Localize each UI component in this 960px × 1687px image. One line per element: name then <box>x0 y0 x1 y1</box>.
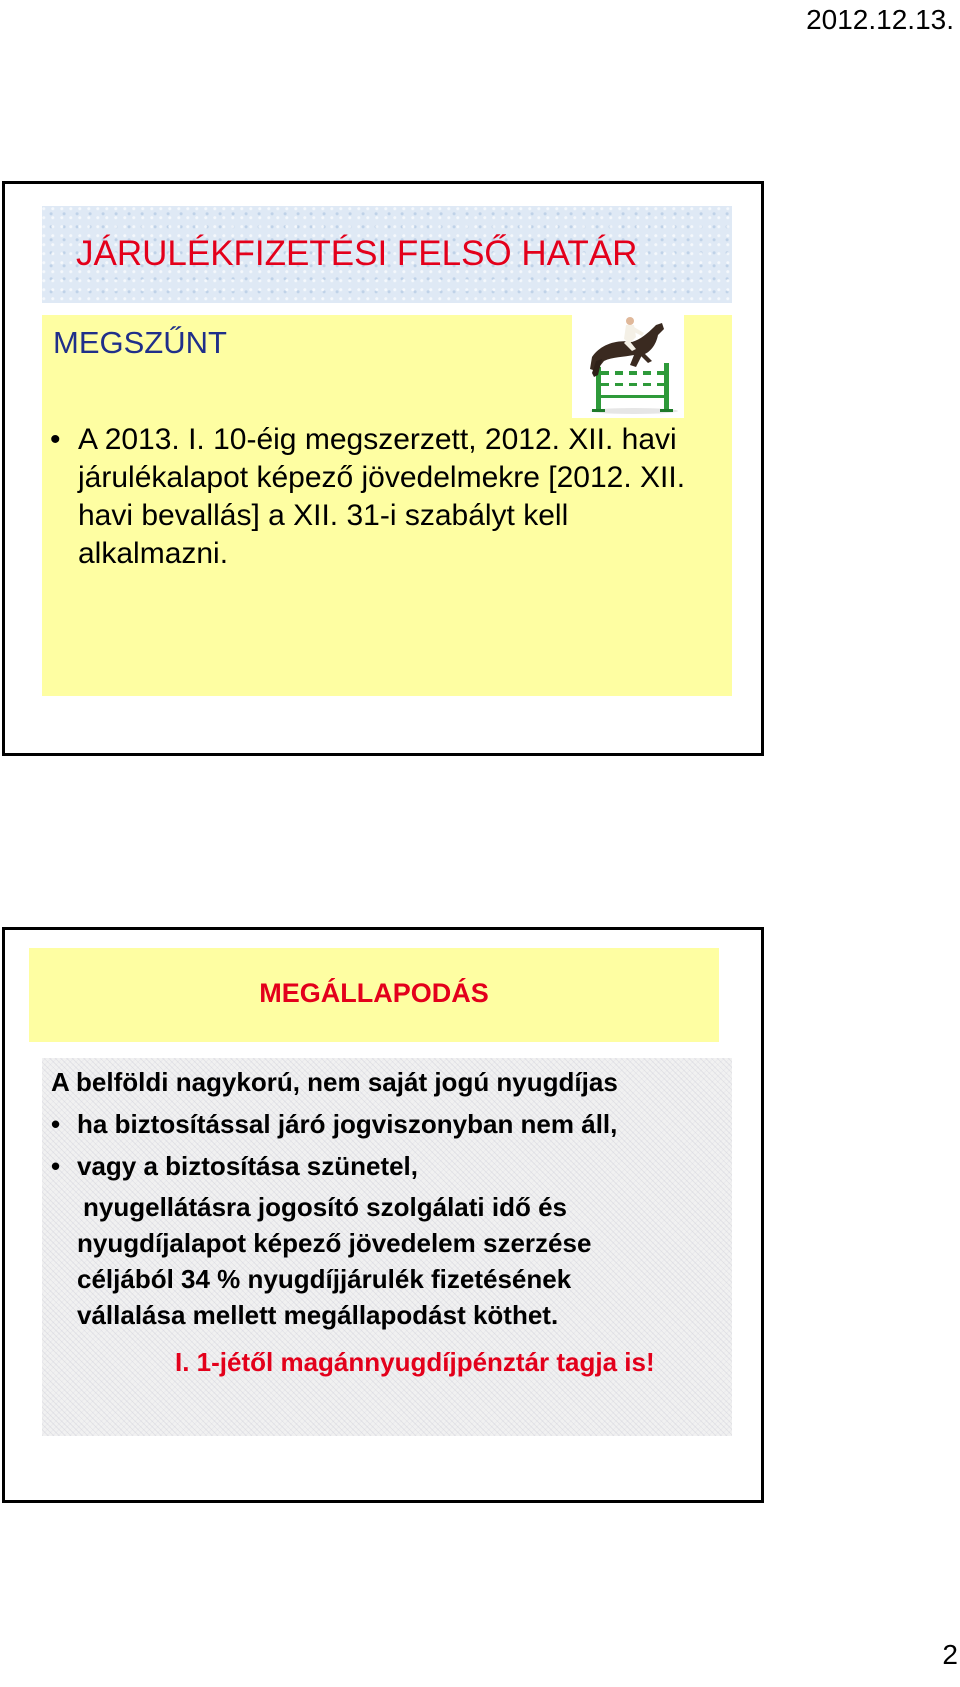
bullet-item: • vagy a biztosítása szünetel, <box>77 1148 418 1184</box>
highlight-note: I. 1-jétől magánnyugdíjpénztár tagja is! <box>175 1347 655 1377</box>
bullet-item: • ha biztosítással járó jogviszonyban nem áll, <box>77 1106 617 1142</box>
slide-agreement <box>2 927 764 1503</box>
slide-body <box>42 1058 732 1436</box>
paragraph-line: vállalása mellett megállapodást köthet. <box>77 1300 559 1330</box>
page-date: 2012.12.13. <box>806 4 954 35</box>
horse-show-jumping-icon <box>572 315 684 418</box>
lead-text: A belföldi nagykorú, nem saját jogú nyugdíjas <box>51 1067 618 1097</box>
slide-subtitle: MEGSZŰNT <box>53 325 227 360</box>
paragraph-line: nyugellátásra jogosító szolgálati idő és <box>83 1192 567 1222</box>
slide-title-band <box>42 206 732 303</box>
agreement-paragraph <box>77 1189 727 1333</box>
slide-title: MEGÁLLAPODÁS <box>259 978 489 1008</box>
page-number: 2 <box>942 1639 958 1670</box>
paragraph-line: nyugdíjalapot képező jövedelem szerzése <box>77 1228 592 1258</box>
bullet-item: • A 2013. I. 10-éig megszerzett, 2012. XII. havi járulékalapot képező jövedelmekre [2012. XII. havi bevallás] a XII. 31-i szabályt kell alkalmazni. <box>78 421 698 573</box>
slide-title-band <box>29 948 719 1042</box>
slide-title: JÁRULÉKFIZETÉSI FELSŐ HATÁR <box>76 234 638 273</box>
slide-contribution-cap <box>2 181 764 756</box>
paragraph-line: céljából 34 % nyugdíjjárulék fizetésének <box>77 1264 572 1294</box>
